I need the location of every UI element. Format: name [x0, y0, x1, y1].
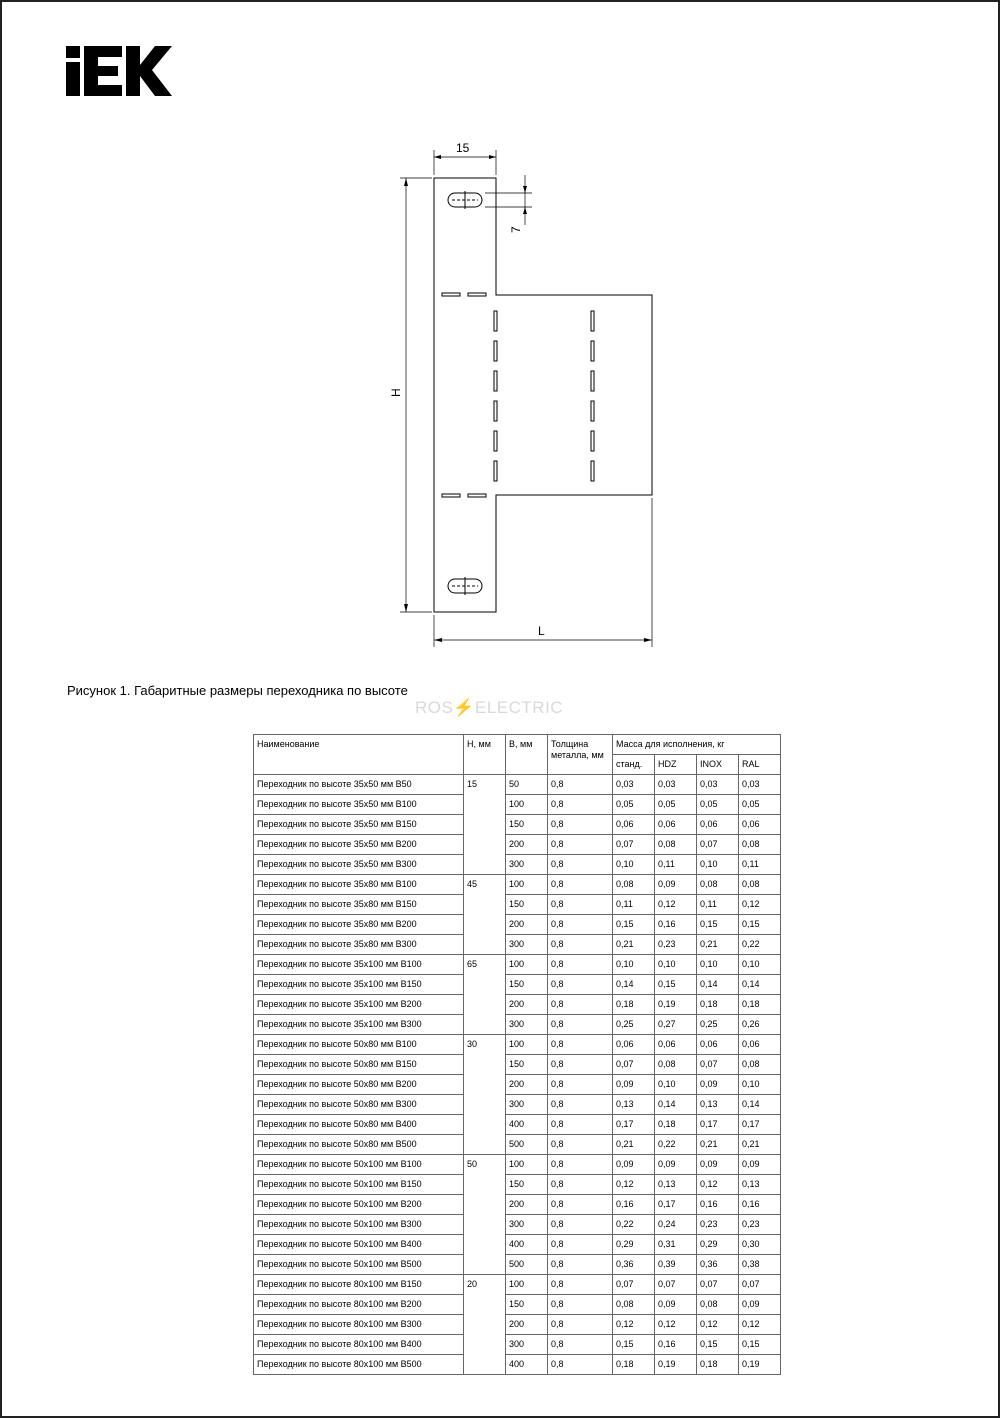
cell-mass-ral: 0,08	[739, 835, 781, 855]
adapter-drawing	[380, 135, 670, 655]
header-hdz: HDZ	[655, 755, 697, 775]
cell-mass-ral: 0,38	[739, 1255, 781, 1275]
cell-thickness: 0,8	[548, 935, 613, 955]
cell-mass-std: 0,17	[613, 1115, 655, 1135]
header-thickness: Толщина металла, мм	[548, 735, 613, 775]
cell-name: Переходник по высоте 50x80 мм B500	[254, 1135, 464, 1155]
cell-mass-std: 0,16	[613, 1195, 655, 1215]
cell-h	[464, 1175, 506, 1195]
cell-b: 100	[506, 875, 548, 895]
cell-b: 500	[506, 1255, 548, 1275]
table-row	[254, 915, 781, 935]
cell-mass-hdz: 0,08	[655, 835, 697, 855]
cell-b: 100	[506, 1155, 548, 1175]
cell-mass-inox: 0,36	[697, 1255, 739, 1275]
cell-b: 100	[506, 1275, 548, 1295]
cell-mass-ral: 0,06	[739, 815, 781, 835]
cell-mass-ral: 0,18	[739, 995, 781, 1015]
cell-h	[464, 1335, 506, 1355]
cell-h	[464, 1135, 506, 1155]
cell-mass-ral: 0,08	[739, 875, 781, 895]
cell-mass-hdz: 0,16	[655, 915, 697, 935]
cell-thickness: 0,8	[548, 895, 613, 915]
table-header-row	[254, 735, 781, 755]
cell-mass-hdz: 0,23	[655, 935, 697, 955]
cell-mass-ral: 0,23	[739, 1215, 781, 1235]
cell-thickness: 0,8	[548, 1215, 613, 1235]
cell-name: Переходник по высоте 35x80 мм B300	[254, 935, 464, 955]
cell-thickness: 0,8	[548, 955, 613, 975]
table-row	[254, 1215, 781, 1235]
table-row	[254, 1335, 781, 1355]
cell-thickness: 0,8	[548, 995, 613, 1015]
cell-thickness: 0,8	[548, 1075, 613, 1095]
cell-mass-ral: 0,09	[739, 1295, 781, 1315]
cell-h	[464, 1315, 506, 1335]
cell-mass-hdz: 0,09	[655, 875, 697, 895]
cell-mass-hdz: 0,19	[655, 1355, 697, 1375]
table-row	[254, 995, 781, 1015]
cell-mass-ral: 0,16	[739, 1195, 781, 1215]
cell-h: 65	[464, 955, 506, 975]
cell-mass-hdz: 0,19	[655, 995, 697, 1015]
table-row	[254, 1115, 781, 1135]
cell-mass-inox: 0,18	[697, 995, 739, 1015]
cell-mass-inox: 0,21	[697, 1135, 739, 1155]
header-std: станд.	[613, 755, 655, 775]
cell-name: Переходник по высоте 35x100 мм B300	[254, 1015, 464, 1035]
cell-h	[464, 895, 506, 915]
cell-mass-ral: 0,10	[739, 955, 781, 975]
iek-logo	[66, 46, 172, 96]
cell-thickness: 0,8	[548, 1155, 613, 1175]
cell-name: Переходник по высоте 35x80 мм B150	[254, 895, 464, 915]
table-row	[254, 815, 781, 835]
cell-mass-std: 0,08	[613, 1295, 655, 1315]
cell-b: 300	[506, 1095, 548, 1115]
cell-mass-std: 0,06	[613, 815, 655, 835]
cell-h	[464, 1115, 506, 1135]
cell-h	[464, 1355, 506, 1375]
cell-h: 30	[464, 1035, 506, 1055]
cell-thickness: 0,8	[548, 1095, 613, 1115]
cell-mass-std: 0,21	[613, 935, 655, 955]
cell-h	[464, 815, 506, 835]
cell-h	[464, 1235, 506, 1255]
cell-b: 400	[506, 1115, 548, 1135]
cell-h	[464, 855, 506, 875]
cell-h	[464, 1215, 506, 1235]
cell-name: Переходник по высоте 80x100 мм B500	[254, 1355, 464, 1375]
cell-mass-ral: 0,22	[739, 935, 781, 955]
cell-mass-inox: 0,16	[697, 1195, 739, 1215]
cell-name: Переходник по высоте 80x100 мм B300	[254, 1315, 464, 1335]
cell-name: Переходник по высоте 50x100 мм B400	[254, 1235, 464, 1255]
cell-thickness: 0,8	[548, 1295, 613, 1315]
cell-h: 20	[464, 1275, 506, 1295]
cell-mass-inox: 0,29	[697, 1235, 739, 1255]
cell-mass-hdz: 0,03	[655, 775, 697, 795]
cell-b: 150	[506, 1295, 548, 1315]
cell-mass-hdz: 0,22	[655, 1135, 697, 1155]
cell-h	[464, 935, 506, 955]
figure-caption: Рисунок 1. Габаритные размеры переходника по высоте	[67, 683, 408, 698]
cell-h	[464, 1055, 506, 1075]
cell-mass-inox: 0,07	[697, 835, 739, 855]
cell-mass-hdz: 0,14	[655, 1095, 697, 1115]
cell-mass-hdz: 0,13	[655, 1175, 697, 1195]
cell-mass-std: 0,15	[613, 915, 655, 935]
cell-mass-std: 0,18	[613, 1355, 655, 1375]
cell-mass-hdz: 0,18	[655, 1115, 697, 1135]
cell-mass-inox: 0,23	[697, 1215, 739, 1235]
cell-thickness: 0,8	[548, 975, 613, 995]
header-mass: Масса для исполнения, кг	[613, 735, 781, 755]
cell-mass-inox: 0,08	[697, 1295, 739, 1315]
cell-mass-hdz: 0,16	[655, 1335, 697, 1355]
cell-mass-std: 0,25	[613, 1015, 655, 1035]
dim-hole-label: 7	[509, 226, 523, 233]
cell-mass-std: 0,21	[613, 1135, 655, 1155]
cell-thickness: 0,8	[548, 835, 613, 855]
cell-h	[464, 835, 506, 855]
cell-thickness: 0,8	[548, 875, 613, 895]
cell-thickness: 0,8	[548, 1135, 613, 1155]
cell-mass-hdz: 0,15	[655, 975, 697, 995]
cell-mass-ral: 0,07	[739, 1275, 781, 1295]
cell-thickness: 0,8	[548, 815, 613, 835]
cell-mass-std: 0,10	[613, 955, 655, 975]
cell-mass-hdz: 0,07	[655, 1275, 697, 1295]
header-h: H, мм	[464, 735, 506, 775]
cell-mass-std: 0,12	[613, 1175, 655, 1195]
cell-b: 200	[506, 835, 548, 855]
cell-name: Переходник по высоте 50x80 мм B200	[254, 1075, 464, 1095]
dim-height-label: H	[389, 388, 403, 397]
table-row	[254, 1255, 781, 1275]
cell-b: 150	[506, 975, 548, 995]
cell-mass-std: 0,07	[613, 835, 655, 855]
cell-mass-inox: 0,12	[697, 1315, 739, 1335]
cell-b: 300	[506, 1015, 548, 1035]
cell-mass-std: 0,05	[613, 795, 655, 815]
cell-b: 150	[506, 815, 548, 835]
cell-mass-inox: 0,03	[697, 775, 739, 795]
cell-mass-std: 0,08	[613, 875, 655, 895]
table-row	[254, 795, 781, 815]
cell-mass-std: 0,18	[613, 995, 655, 1015]
cell-name: Переходник по высоте 35x100 мм B200	[254, 995, 464, 1015]
cell-h	[464, 1095, 506, 1115]
cell-mass-inox: 0,06	[697, 815, 739, 835]
cell-mass-hdz: 0,06	[655, 815, 697, 835]
cell-thickness: 0,8	[548, 1255, 613, 1275]
cell-name: Переходник по высоте 50x80 мм B300	[254, 1095, 464, 1115]
cell-h: 15	[464, 775, 506, 795]
table-row	[254, 835, 781, 855]
cell-b: 200	[506, 1195, 548, 1215]
cell-thickness: 0,8	[548, 795, 613, 815]
cell-b: 200	[506, 915, 548, 935]
cell-mass-std: 0,09	[613, 1155, 655, 1175]
header-name: Наименование	[254, 735, 464, 775]
cell-mass-inox: 0,12	[697, 1175, 739, 1195]
cell-mass-hdz: 0,08	[655, 1055, 697, 1075]
table-row	[254, 1095, 781, 1115]
header-inox: INOX	[697, 755, 739, 775]
cell-mass-ral: 0,30	[739, 1235, 781, 1255]
cell-mass-ral: 0,17	[739, 1115, 781, 1135]
cell-b: 200	[506, 1315, 548, 1335]
cell-mass-std: 0,07	[613, 1275, 655, 1295]
cell-name: Переходник по высоте 50x100 мм B100	[254, 1155, 464, 1175]
cell-thickness: 0,8	[548, 1115, 613, 1135]
cell-name: Переходник по высоте 50x100 мм B200	[254, 1195, 464, 1215]
cell-mass-std: 0,12	[613, 1315, 655, 1335]
cell-h: 50	[464, 1155, 506, 1175]
cell-name: Переходник по высоте 50x80 мм B150	[254, 1055, 464, 1075]
table-row	[254, 775, 781, 795]
cell-mass-std: 0,07	[613, 1055, 655, 1075]
cell-mass-ral: 0,06	[739, 1035, 781, 1055]
cell-b: 150	[506, 1175, 548, 1195]
cell-thickness: 0,8	[548, 1055, 613, 1075]
cell-h	[464, 975, 506, 995]
cell-name: Переходник по высоте 35x50 мм B50	[254, 775, 464, 795]
cell-mass-std: 0,36	[613, 1255, 655, 1275]
cell-mass-inox: 0,10	[697, 855, 739, 875]
cell-mass-hdz: 0,10	[655, 1075, 697, 1095]
cell-mass-hdz: 0,09	[655, 1295, 697, 1315]
cell-thickness: 0,8	[548, 775, 613, 795]
table-row	[254, 1135, 781, 1155]
cell-mass-ral: 0,26	[739, 1015, 781, 1035]
cell-mass-std: 0,10	[613, 855, 655, 875]
cell-mass-inox: 0,11	[697, 895, 739, 915]
cell-h	[464, 795, 506, 815]
cell-mass-inox: 0,15	[697, 915, 739, 935]
cell-thickness: 0,8	[548, 1035, 613, 1055]
cell-name: Переходник по высоте 35x100 мм B150	[254, 975, 464, 995]
cell-mass-hdz: 0,17	[655, 1195, 697, 1215]
cell-mass-inox: 0,18	[697, 1355, 739, 1375]
table-row	[254, 855, 781, 875]
cell-mass-ral: 0,12	[739, 1315, 781, 1335]
cell-b: 500	[506, 1135, 548, 1155]
cell-mass-ral: 0,15	[739, 915, 781, 935]
cell-mass-std: 0,11	[613, 895, 655, 915]
cell-mass-inox: 0,07	[697, 1275, 739, 1295]
cell-mass-hdz: 0,12	[655, 1315, 697, 1335]
cell-mass-inox: 0,07	[697, 1055, 739, 1075]
table-row	[254, 975, 781, 995]
table-row	[254, 955, 781, 975]
cell-b: 100	[506, 1035, 548, 1055]
cell-mass-inox: 0,06	[697, 1035, 739, 1055]
cell-h	[464, 915, 506, 935]
cell-thickness: 0,8	[548, 855, 613, 875]
cell-thickness: 0,8	[548, 1275, 613, 1295]
cell-mass-hdz: 0,39	[655, 1255, 697, 1275]
cell-mass-hdz: 0,11	[655, 855, 697, 875]
cell-name: Переходник по высоте 50x80 мм B400	[254, 1115, 464, 1135]
dim-width-label: 15	[456, 141, 470, 155]
cell-mass-hdz: 0,05	[655, 795, 697, 815]
cell-name: Переходник по высоте 50x100 мм B150	[254, 1175, 464, 1195]
cell-mass-inox: 0,08	[697, 875, 739, 895]
cell-name: Переходник по высоте 50x100 мм B300	[254, 1215, 464, 1235]
cell-mass-ral: 0,14	[739, 975, 781, 995]
cell-b: 300	[506, 1215, 548, 1235]
cell-b: 300	[506, 935, 548, 955]
cell-mass-std: 0,15	[613, 1335, 655, 1355]
cell-mass-inox: 0,09	[697, 1155, 739, 1175]
cell-name: Переходник по высоте 50x80 мм B100	[254, 1035, 464, 1055]
cell-b: 150	[506, 1055, 548, 1075]
cell-thickness: 0,8	[548, 1015, 613, 1035]
cell-mass-ral: 0,03	[739, 775, 781, 795]
cell-mass-inox: 0,05	[697, 795, 739, 815]
cell-mass-ral: 0,09	[739, 1155, 781, 1175]
cell-h	[464, 1195, 506, 1215]
cell-mass-inox: 0,15	[697, 1335, 739, 1355]
cell-name: Переходник по высоте 50x100 мм B500	[254, 1255, 464, 1275]
cell-thickness: 0,8	[548, 1235, 613, 1255]
cell-b: 100	[506, 955, 548, 975]
watermark: ROS⚡ELECTRIC	[415, 698, 564, 717]
cell-mass-std: 0,03	[613, 775, 655, 795]
cell-mass-std: 0,06	[613, 1035, 655, 1055]
cell-name: Переходник по высоте 35x80 мм B200	[254, 915, 464, 935]
cell-mass-std: 0,09	[613, 1075, 655, 1095]
cell-b: 200	[506, 1075, 548, 1095]
table-row	[254, 895, 781, 915]
cell-mass-hdz: 0,06	[655, 1035, 697, 1055]
cell-mass-ral: 0,19	[739, 1355, 781, 1375]
cell-b: 400	[506, 1355, 548, 1375]
cell-thickness: 0,8	[548, 1175, 613, 1195]
cell-b: 400	[506, 1235, 548, 1255]
cell-mass-hdz: 0,10	[655, 955, 697, 975]
table-row	[254, 1015, 781, 1035]
cell-name: Переходник по высоте 80x100 мм B150	[254, 1275, 464, 1295]
cell-mass-inox: 0,14	[697, 975, 739, 995]
cell-h	[464, 1075, 506, 1095]
table-row	[254, 1075, 781, 1095]
cell-mass-inox: 0,13	[697, 1095, 739, 1115]
cell-mass-std: 0,14	[613, 975, 655, 995]
cell-mass-hdz: 0,31	[655, 1235, 697, 1255]
cell-h	[464, 1015, 506, 1035]
cell-mass-inox: 0,25	[697, 1015, 739, 1035]
cell-mass-inox: 0,17	[697, 1115, 739, 1135]
dim-length-label: L	[538, 624, 545, 638]
cell-thickness: 0,8	[548, 1315, 613, 1335]
table-row	[254, 1035, 781, 1055]
table-row	[254, 1195, 781, 1215]
cell-name: Переходник по высоте 35x50 мм B200	[254, 835, 464, 855]
cell-mass-hdz: 0,27	[655, 1015, 697, 1035]
cell-b: 300	[506, 1335, 548, 1355]
cell-name: Переходник по высоте 35x50 мм B150	[254, 815, 464, 835]
table-row	[254, 1315, 781, 1335]
cell-b: 300	[506, 855, 548, 875]
table-row	[254, 1155, 781, 1175]
cell-name: Переходник по высоте 35x50 мм B300	[254, 855, 464, 875]
cell-mass-std: 0,29	[613, 1235, 655, 1255]
cell-thickness: 0,8	[548, 915, 613, 935]
cell-b: 50	[506, 775, 548, 795]
table-row	[254, 1275, 781, 1295]
cell-name: Переходник по высоте 80x100 мм B200	[254, 1295, 464, 1315]
cell-h	[464, 1255, 506, 1275]
cell-name: Переходник по высоте 35x50 мм B100	[254, 795, 464, 815]
table-row	[254, 1235, 781, 1255]
cell-mass-inox: 0,09	[697, 1075, 739, 1095]
cell-mass-ral: 0,14	[739, 1095, 781, 1115]
cell-b: 100	[506, 795, 548, 815]
cell-name: Переходник по высоте 80x100 мм B400	[254, 1335, 464, 1355]
cell-mass-ral: 0,12	[739, 895, 781, 915]
cell-mass-ral: 0,21	[739, 1135, 781, 1155]
cell-mass-ral: 0,08	[739, 1055, 781, 1075]
cell-mass-inox: 0,21	[697, 935, 739, 955]
header-ral: RAL	[739, 755, 781, 775]
cell-mass-ral: 0,15	[739, 1335, 781, 1355]
table-row	[254, 1355, 781, 1375]
table-row	[254, 1295, 781, 1315]
spec-table	[253, 734, 781, 1375]
cell-mass-ral: 0,10	[739, 1075, 781, 1095]
header-b: B, мм	[506, 735, 548, 775]
cell-mass-inox: 0,10	[697, 955, 739, 975]
cell-b: 150	[506, 895, 548, 915]
cell-mass-std: 0,22	[613, 1215, 655, 1235]
cell-mass-ral: 0,11	[739, 855, 781, 875]
table-row	[254, 935, 781, 955]
cell-mass-std: 0,13	[613, 1095, 655, 1115]
cell-mass-ral: 0,05	[739, 795, 781, 815]
cell-thickness: 0,8	[548, 1335, 613, 1355]
cell-h: 45	[464, 875, 506, 895]
cell-thickness: 0,8	[548, 1355, 613, 1375]
cell-mass-hdz: 0,09	[655, 1155, 697, 1175]
cell-b: 200	[506, 995, 548, 1015]
cell-name: Переходник по высоте 35x100 мм B100	[254, 955, 464, 975]
table-row	[254, 875, 781, 895]
cell-h	[464, 995, 506, 1015]
cell-mass-hdz: 0,24	[655, 1215, 697, 1235]
table-row	[254, 1175, 781, 1195]
table-row	[254, 1055, 781, 1075]
cell-h	[464, 1295, 506, 1315]
cell-name: Переходник по высоте 35x80 мм B100	[254, 875, 464, 895]
cell-mass-ral: 0,13	[739, 1175, 781, 1195]
cell-thickness: 0,8	[548, 1195, 613, 1215]
cell-mass-hdz: 0,12	[655, 895, 697, 915]
